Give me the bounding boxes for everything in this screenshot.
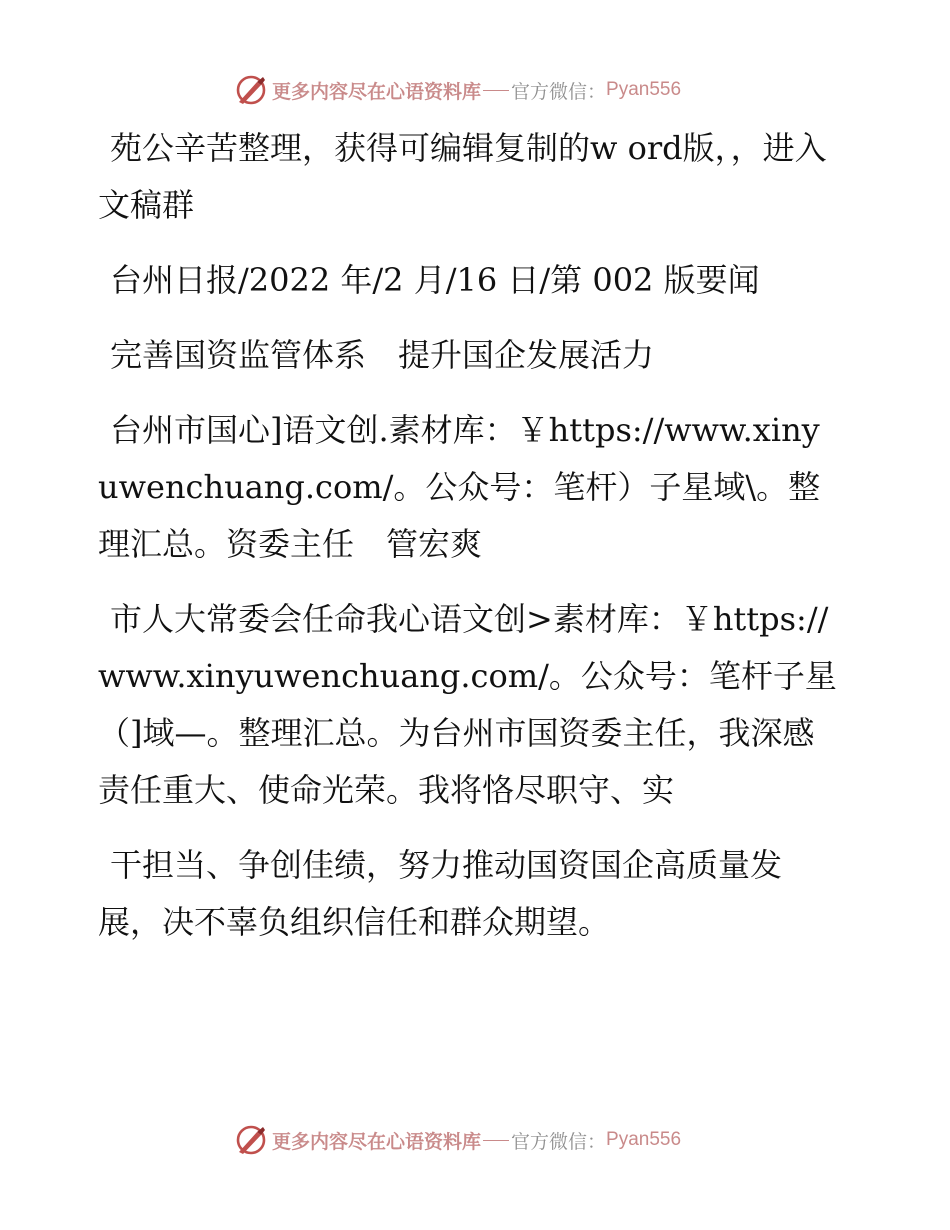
paragraph-body-1: 市人大常委会任命我心语文创>素材库：￥https://www.xinyuwenchuang.com/。公众号：笔杆子星（]域—。整理汇总。为台州市国资委主任，我深感责任重大、使命光荣。我将恪尽职守、实: [98, 600, 837, 809]
banner-text: 更多内容尽在心语资料库: [272, 1130, 482, 1153]
paragraph-byline: 台州市国心]语文创.素材库：￥https://www.xinyuwenchuang.com/。公众号：笔杆）子星域\。整理汇总。资委主任 管宏爽: [98, 411, 821, 563]
banner-label: 官方微信：: [511, 1130, 607, 1153]
paragraph-body-2: 干担当、争创佳绩，努力推动国资国企高质量发展，决不辜负组织信任和群众期望。: [98, 846, 783, 941]
banner-label: 官方微信：: [511, 80, 607, 103]
banner-text: 更多内容尽在心语资料库: [272, 80, 482, 103]
pen-logo-icon: [234, 73, 268, 107]
banner-dash: [483, 90, 509, 91]
pen-logo-icon: [234, 1123, 268, 1157]
paragraph-source: 台州日报/2022 年/2 月/16 日/第 002 版要闻: [110, 261, 760, 299]
footer-watermark-banner: [234, 1122, 704, 1158]
header-watermark-banner: [234, 72, 704, 108]
banner-wechat-id: Pyan556: [606, 79, 682, 100]
banner-wechat-id: Pyan556: [606, 1129, 682, 1150]
article-title: 完善国资监管体系 提升国企发展活力: [110, 336, 655, 374]
paragraph-intro: 苑公辛苦整理，获得可编辑复制的w ord版，，进入文稿群: [98, 129, 827, 224]
banner-dash: [483, 1140, 509, 1141]
article-body: [98, 120, 838, 951]
